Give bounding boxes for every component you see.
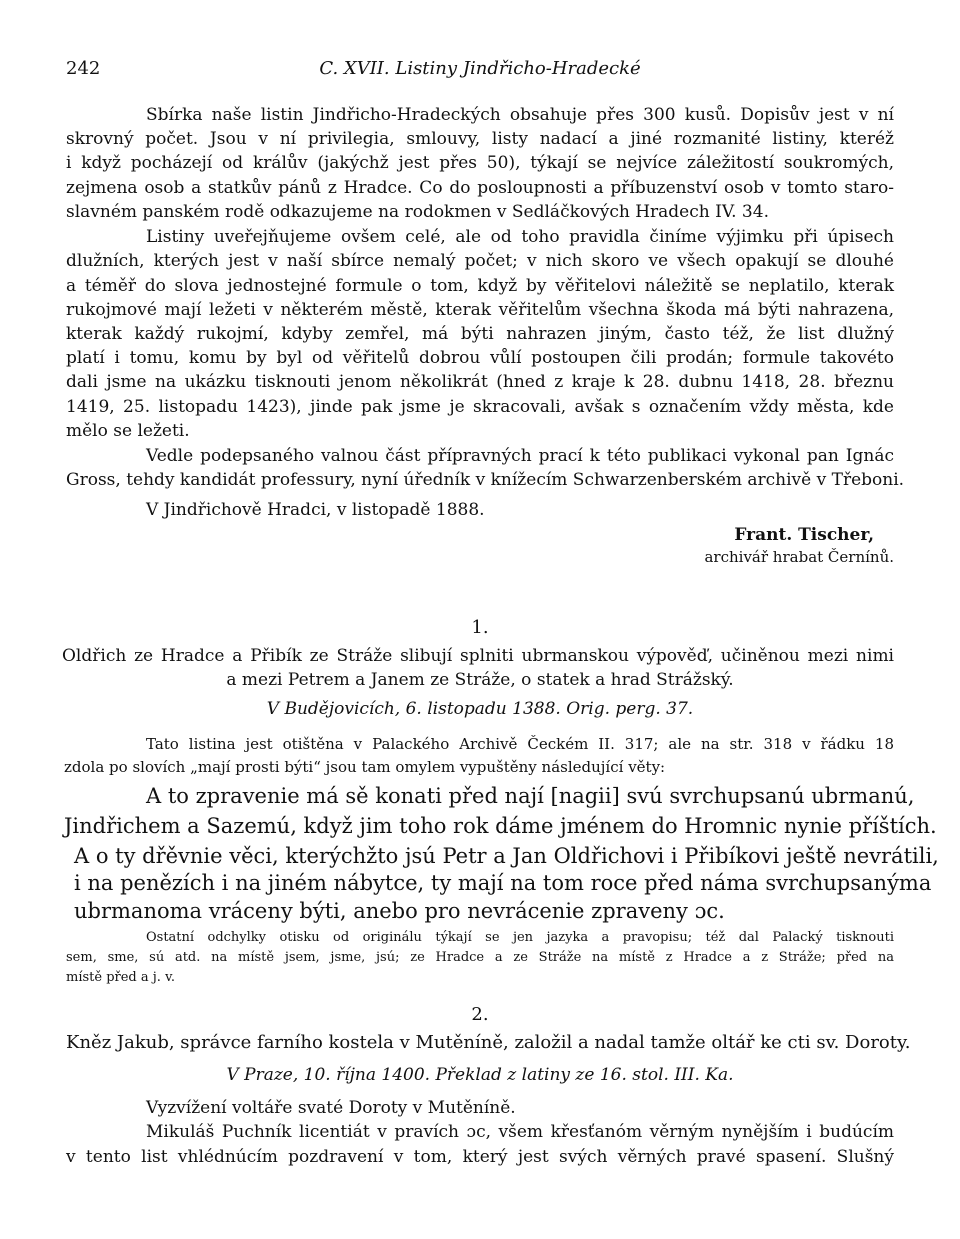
variant-note: Ostatní odchylky otisku od originálu týkají se jen jazyka a pravopisu; též dal Palacký tisknouti [146, 930, 894, 945]
signature-name: Frant. Tischer, [734, 525, 874, 545]
preface-line: i když pocházejí od králův (jakýchž jest přes 50), týkají se nejvíce záležitostí soukromých, [66, 153, 894, 173]
preface-line: dlužních, kterých jest v naší sbírce nemalý počet; v nich skoro ve všech opakují se dlouhé [66, 251, 894, 271]
place-date: V Jindřichově Hradci, v listopadě 1888. [146, 500, 485, 520]
signature-title: archivář hrabat Černínů. [704, 548, 894, 566]
preface-line: platí i tomu, komu by byl od věřitelů dobrou vůlí postoupen čili prodán; formule takovéto [66, 348, 894, 368]
preface-line: Listiny uveřejňujeme ovšem celé, ale od toho pravidla činíme výjimku při úpisech [146, 227, 894, 247]
preface-line: dali jsme na ukázku tisknouti jenom několikrát (hned z kraje k 28. dubnu 1418, 28. březnu [66, 372, 894, 392]
preface-line: Sbírka naše listin Jindřicho-Hradeckých obsahuje přes 300 kusů. Dopisův jest v ní [146, 105, 894, 125]
entry-summary: Oldřich ze Hradce a Přibík ze Stráže slibují splniti ubrmanskou výpověď, učiněnou mezi nimi [62, 646, 894, 666]
preface-line: slavném panském rodě odkazujeme na rodokmen v Sedláčkových Hradech IV. 34. [66, 202, 769, 222]
entry-dating: V Praze, 10. října 1400. Překlad z latiny ze 16. stol. III. Ka. [226, 1065, 734, 1085]
preface-line: rukojmové mají ležeti v některém městě, kterak věřitelům všechna škoda má býti nahrazena, [66, 300, 894, 320]
quoted-text: i na penězích i na jiném nábytce, ty mají na tom roce před náma svrchupsanýma [74, 871, 932, 895]
preface-line: Vedle podepsaného valnou část přípravných prací k této publikaci vykonal pan Ignác [146, 446, 894, 466]
quoted-text: ubrmanoma vráceny býti, anebo pro nevrácenie zpraveny ɔc. [74, 899, 725, 923]
document-heading: Vyzvížení voltáře svaté Doroty v Mutěníně. [146, 1098, 516, 1118]
page-number: 242 [66, 58, 101, 79]
variant-note: sem, sme, sú atd. na místě jsem, jsme, jsú; ze Hradce a ze Stráže na místě z Hradce a z Stráže; před na [66, 950, 894, 965]
quoted-text: A to zpravenie má sě konati před nají [nagii] svú svrchupsanú ubrmanú, [146, 784, 915, 808]
preface-line: Gross, tehdy kandidát professury, nyní úředník v knížecím Schwarzenberském archivě v Třeboni. [66, 470, 905, 490]
document-text: v tento list vhlédnúcím pozdravení v tom, který jest svých věrných pravé spasení. Slušný [66, 1147, 894, 1167]
entry-number: 1. [471, 617, 489, 638]
entry-summary: Kněz Jakub, správce farního kostela v Mutěníně, založil a nadal tamže oltář ke cti sv. Doroty. [66, 1032, 911, 1053]
preface-line: kterak každý rukojmí, kdyby zemřel, má býti nahrazen jiným, často též, že list dlužný [66, 324, 894, 344]
entry-note: zdola po slovích „mají prosti býti“ jsou tam omylem vypuštěny následující věty: [64, 758, 666, 776]
entry-number: 2. [471, 1004, 489, 1025]
preface-line: skrovný počet. Jsou v ní privilegia, smlouvy, listy nadací a jiné rozmanité listiny, kteréž [66, 129, 894, 149]
quoted-text: Jindřichem a Sazemú, když jim toho rok dáme jménem do Hromnic nynie příštích. [64, 814, 937, 838]
entry-note: Tato listina jest otištěna v Palackého Archivě Čeckém II. 317; ale na str. 318 v řádku 18 [146, 735, 894, 753]
preface-line: a téměř do slova jednostejné formule o tom, když by věřitelovi náležitě se neplatilo, kterak [66, 276, 894, 296]
running-title: C. XVII. Listiny Jindřicho-Hradecké [319, 58, 641, 79]
entry-summary: a mezi Petrem a Janem ze Stráže, o statek a hrad Strážský. [226, 670, 734, 690]
preface-line: mělo se ležeti. [66, 421, 190, 441]
variant-note: místě před a j. v. [66, 970, 176, 985]
preface-line: zejmena osob a statkův pánů z Hradce. Co do posloupnosti a příbuzenství osob v tomto staro- [66, 178, 894, 198]
entry-dating: V Budějovicích, 6. listopadu 1388. Orig. perg. 37. [266, 699, 694, 719]
quoted-text: A o ty dřěvnie věci, kterýchžto jsú Petr a Jan Oldřichovi i Přibíkovi ještě nevrátili, [74, 844, 939, 868]
document-text: Mikuláš Puchník licentiát v pravích ɔc, všem křesťanóm věrným nynějším i budúcím [146, 1122, 894, 1142]
page-header [66, 58, 894, 84]
preface-line: 1419, 25. listopadu 1423), jinde pak jsme je skracovali, avšak s označením vždy města, kde [66, 397, 894, 417]
